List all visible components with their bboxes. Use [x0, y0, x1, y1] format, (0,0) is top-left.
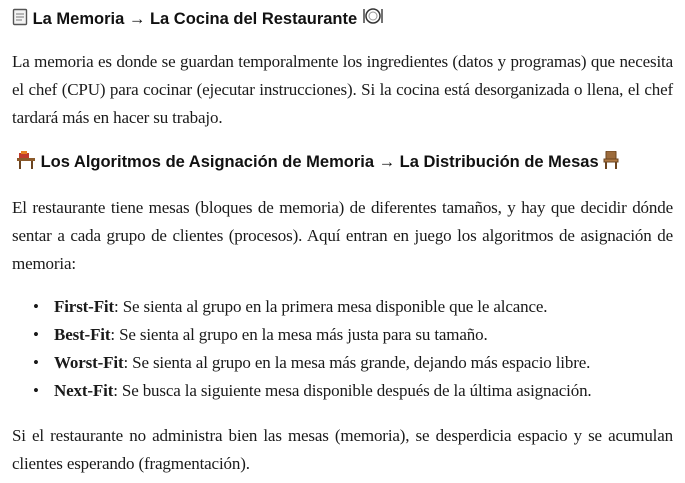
item-term: Next-Fit — [54, 381, 114, 400]
list-item-worst-fit — [12, 349, 672, 377]
item-term: First-Fit — [54, 297, 115, 316]
item-desc: : Se sienta al grupo en la primera mesa disponible que le alcance. — [114, 297, 548, 316]
item-desc: : Se sienta al grupo en la mesa más justa para su tamaño. — [110, 325, 488, 344]
closing-paragraph: Si el restaurante no administra bien las mesas (memoria), se desperdicia espacio y se acumulan clientes esperando (fragmentación). — [12, 426, 673, 473]
memory-paragraph: La memoria es donde se guardan temporalmente los ingredientes (datos y programas) que necesita el chef (CPU) para cocinar (ejecutar instrucciones). Si la cocina está desorganizada o llena, el chef tardará más en hacer su trabajo. — [12, 52, 673, 127]
list-item-first-fit — [12, 293, 672, 321]
item-desc: : Se busca la siguiente mesa disponible después de la última asignación. — [113, 381, 592, 400]
bullet-icon: • — [33, 381, 39, 400]
plate-icon — [362, 6, 384, 32]
section-heading-algorithms — [16, 151, 619, 175]
chair-icon — [603, 151, 619, 175]
section-heading-algorithms-text: Los Algoritmos de Asignación de Memoria → La Distribución de Mesas — [40, 153, 599, 171]
algorithm-list — [12, 293, 672, 405]
list-item-next-fit — [12, 377, 672, 405]
memo-icon — [12, 8, 28, 32]
item-desc: : Se sienta al grupo en la mesa más grande, dejando más espacio libre. — [123, 353, 591, 372]
table-icon — [16, 151, 36, 175]
algorithms-intro-paragraph: El restaurante tiene mesas (bloques de memoria) de diferentes tamaños, y hay que decidir dónde sentar a cada grupo de clientes (procesos). Aquí entran en juego los algoritmos de asignación de memoria: — [12, 198, 673, 273]
item-term: Worst-Fit — [54, 353, 124, 372]
bullet-icon: • — [33, 353, 39, 372]
item-term: Best-Fit — [54, 325, 111, 344]
list-item-best-fit — [12, 321, 672, 349]
bullet-icon: • — [33, 297, 39, 316]
section-heading-memory — [12, 6, 384, 32]
section-heading-memory-text: La Memoria → La Cocina del Restaurante — [32, 10, 358, 28]
bullet-icon: • — [33, 325, 39, 344]
